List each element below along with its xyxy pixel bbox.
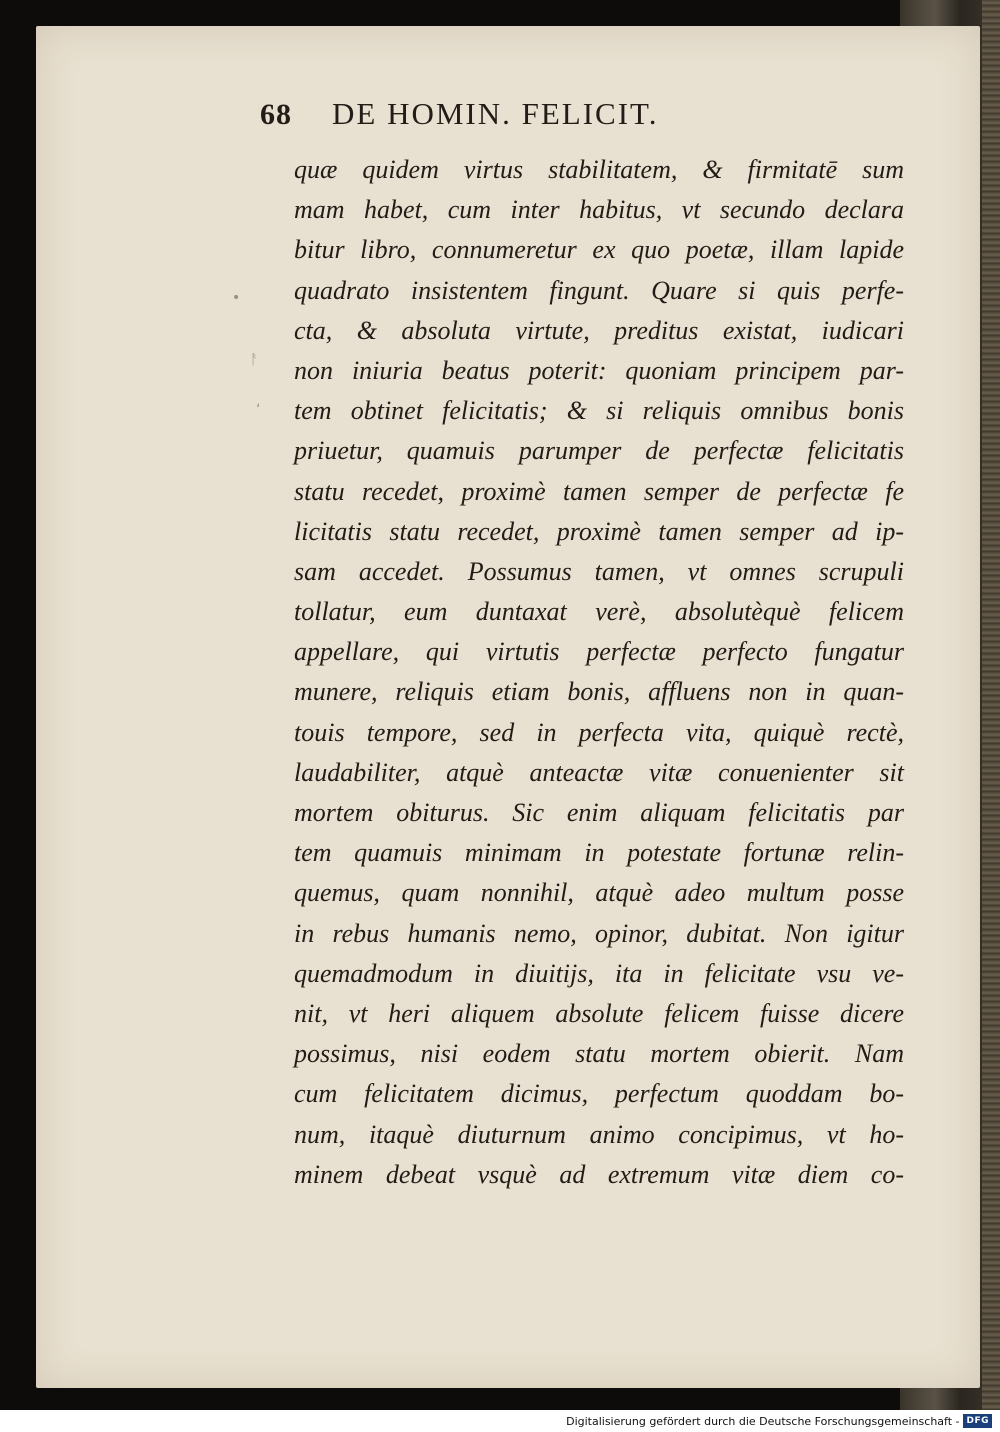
text-line: priuetur, quamuis parumper de perfectæ felicitatis <box>294 436 904 466</box>
text-line: tem obtinet felicitatis; & si reliquis omnibus bonis <box>294 396 904 426</box>
text-line: appellare, qui virtutis perfectæ perfecto fungatur <box>294 637 904 667</box>
text-line: tollatur, eum duntaxat verè, absolutèquè felicem <box>294 597 904 627</box>
text-line: cta, & absoluta virtute, preditus existat, iudicari <box>294 315 904 345</box>
text-line: touis tempore, sed in perfecta vita, quiquè rectè, <box>294 717 904 747</box>
text-line: tem quamuis minimam in potestate fortunæ relin- <box>294 838 904 868</box>
margin-mark: ‘ <box>256 402 261 418</box>
text-line: licitatis statu recedet, proximè tamen semper ad ip- <box>294 516 904 546</box>
body-text <box>294 150 904 1195</box>
text-line: mortem obiturus. Sic enim aliquam felicitatis par <box>294 798 904 827</box>
text-line: cum felicitatem dicimus, perfectum quoddam bo- <box>294 1079 904 1109</box>
text-line: num, itaquè diuturnum animo concipimus, vt ho- <box>294 1119 904 1149</box>
running-head <box>260 96 820 132</box>
text-line: sam accedet. Possumus tamen, vt omnes scrupuli <box>294 556 904 586</box>
digitization-credit: Digitalisierung gefördert durch die Deutsche Forschungsgemeinschaft - <box>566 1414 960 1428</box>
text-line: quæ quidem virtus stabilitatem, & firmitatē sum <box>294 155 904 184</box>
margin-mark: • <box>232 290 241 306</box>
running-title: DE HOMIN. FELICIT. <box>332 96 659 131</box>
text-line: quadrato insistentem fingunt. Quare si quis perfe- <box>294 275 904 305</box>
text-line: possimus, nisi eodem statu mortem obierit. Nam <box>294 1039 904 1069</box>
text-line: minem debeat vsquè ad extremum vitæ diem co- <box>294 1159 904 1189</box>
dfg-logo-icon: DFG <box>963 1414 992 1428</box>
text-line: bitur libro, connumeretur ex quo poetæ, illam lapide <box>294 235 904 265</box>
text-line: laudabiliter, atquè anteactæ vitæ conuenienter sit <box>294 757 904 787</box>
text-line: in rebus humanis nemo, opinor, dubitat. Non igitur <box>294 918 904 948</box>
margin-mark: ᚨ <box>250 352 259 368</box>
text-line: quemus, quam nonnihil, atquè adeo multum posse <box>294 878 904 908</box>
text-line: mam habet, cum inter habitus, vt secundo declara <box>294 195 904 225</box>
footer-bar <box>0 1410 1000 1432</box>
text-line: munere, reliquis etiam bonis, affluens non in quan- <box>294 677 904 707</box>
text-line: nit, vt heri aliquem absolute felicem fuisse dicere <box>294 998 904 1028</box>
page-number: 68 <box>260 98 292 131</box>
text-line: statu recedet, proximè tamen semper de perfectæ fe <box>294 476 904 506</box>
text-line: non iniuria beatus poterit: quoniam principem par- <box>294 355 904 385</box>
text-line: quemadmodum in diuitijs, ita in felicitate vsu ve- <box>294 958 904 988</box>
